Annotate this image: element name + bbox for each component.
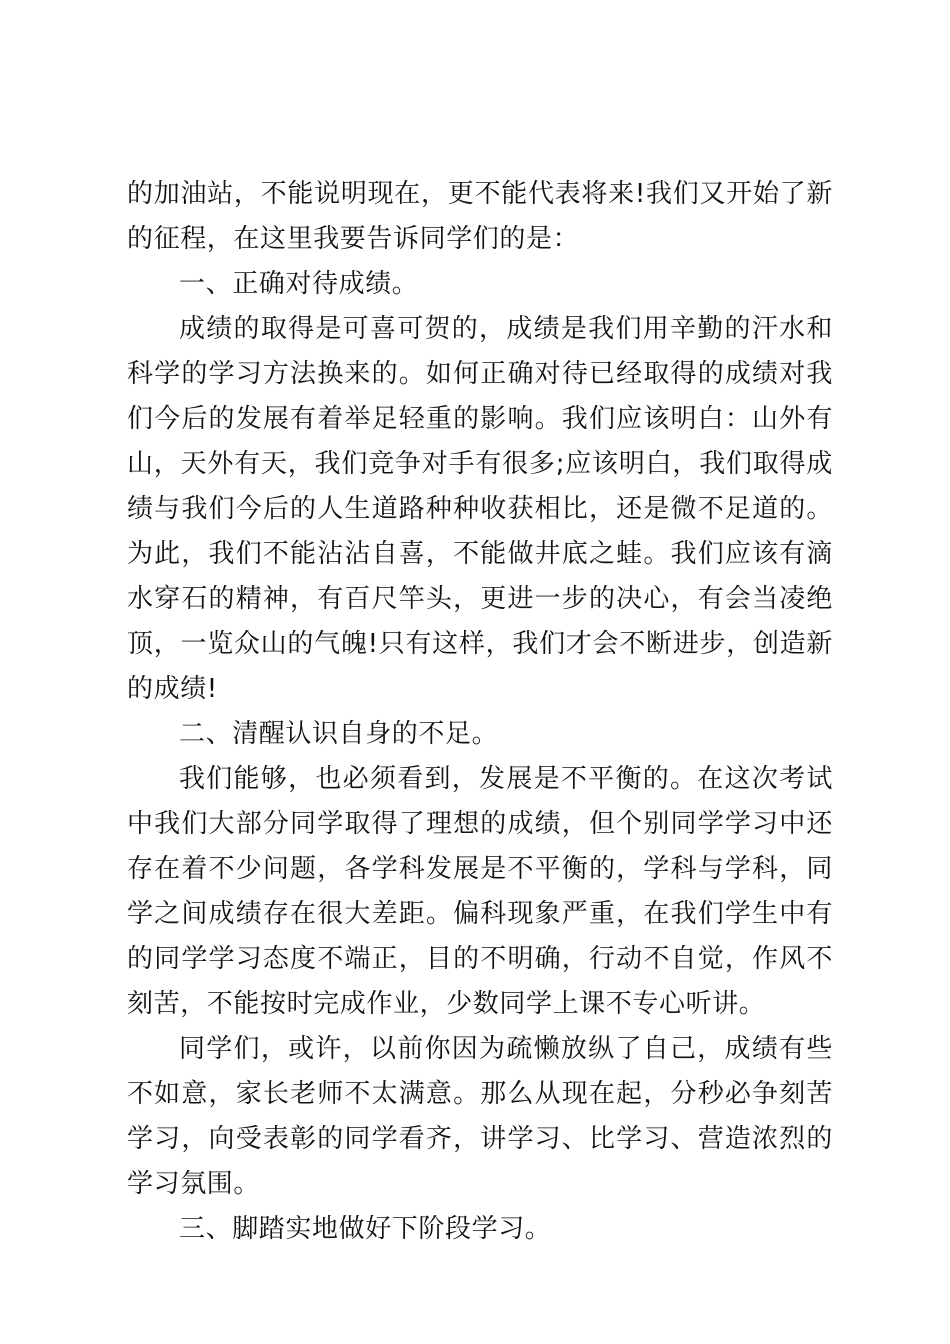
heading-two: 二、清醒认识自身的不足。: [179, 719, 499, 749]
paragraph-encouragement: 同学们，或许，以前你因为疏懒放纵了自己，成绩有些不如意，家长老师不太满意。那么从现在起，分秒必争刻苦学习，向受表彰的同学看齐，讲学习、比学习、营造浓烈的学习氛围。: [127, 1034, 833, 1199]
heading-one: 一、正确对待成绩。: [179, 269, 419, 299]
heading-three: 三、脚踏实地做好下阶段学习。: [179, 1214, 552, 1244]
paragraph-continuation: 的加油站，不能说明现在，更不能代表将来!我们又开始了新的征程，在这里我要告诉同学们的是：: [127, 179, 833, 254]
paragraph-achievements: 成绩的取得是可喜可贺的，成绩是我们用辛勤的汗水和科学的学习方法换来的。如何正确对待已经取得的成绩对我们今后的发展有着举足轻重的影响。我们应该明白：山外有山，天外有天，我们竞争对手有很多;应该明白，我们取得成绩与我们今后的人生道路种种收获相比，还是微不足道的。为此，我们不能沾沾自喜，不能做井底之蛙。我们应该有滴水穿石的精神，有百尺竿头，更进一步的决心，有会当凌绝顶，一览众山的气魄!只有这样，我们才会不断进步，创造新的成绩!: [127, 314, 833, 704]
paragraph-shortcomings: 我们能够，也必须看到，发展是不平衡的。在这次考试中我们大部分同学取得了理想的成绩，但个别同学学习中还存在着不少问题，各学科发展是不平衡的，学科与学科，同学之间成绩存在很大差距。偏科现象严重，在我们学生中有的同学学习态度不端正，目的不明确，行动不自觉，作风不刻苦，不能按时完成作业，少数同学上课不专心听讲。: [127, 764, 833, 1019]
document-body: [127, 172, 833, 1252]
